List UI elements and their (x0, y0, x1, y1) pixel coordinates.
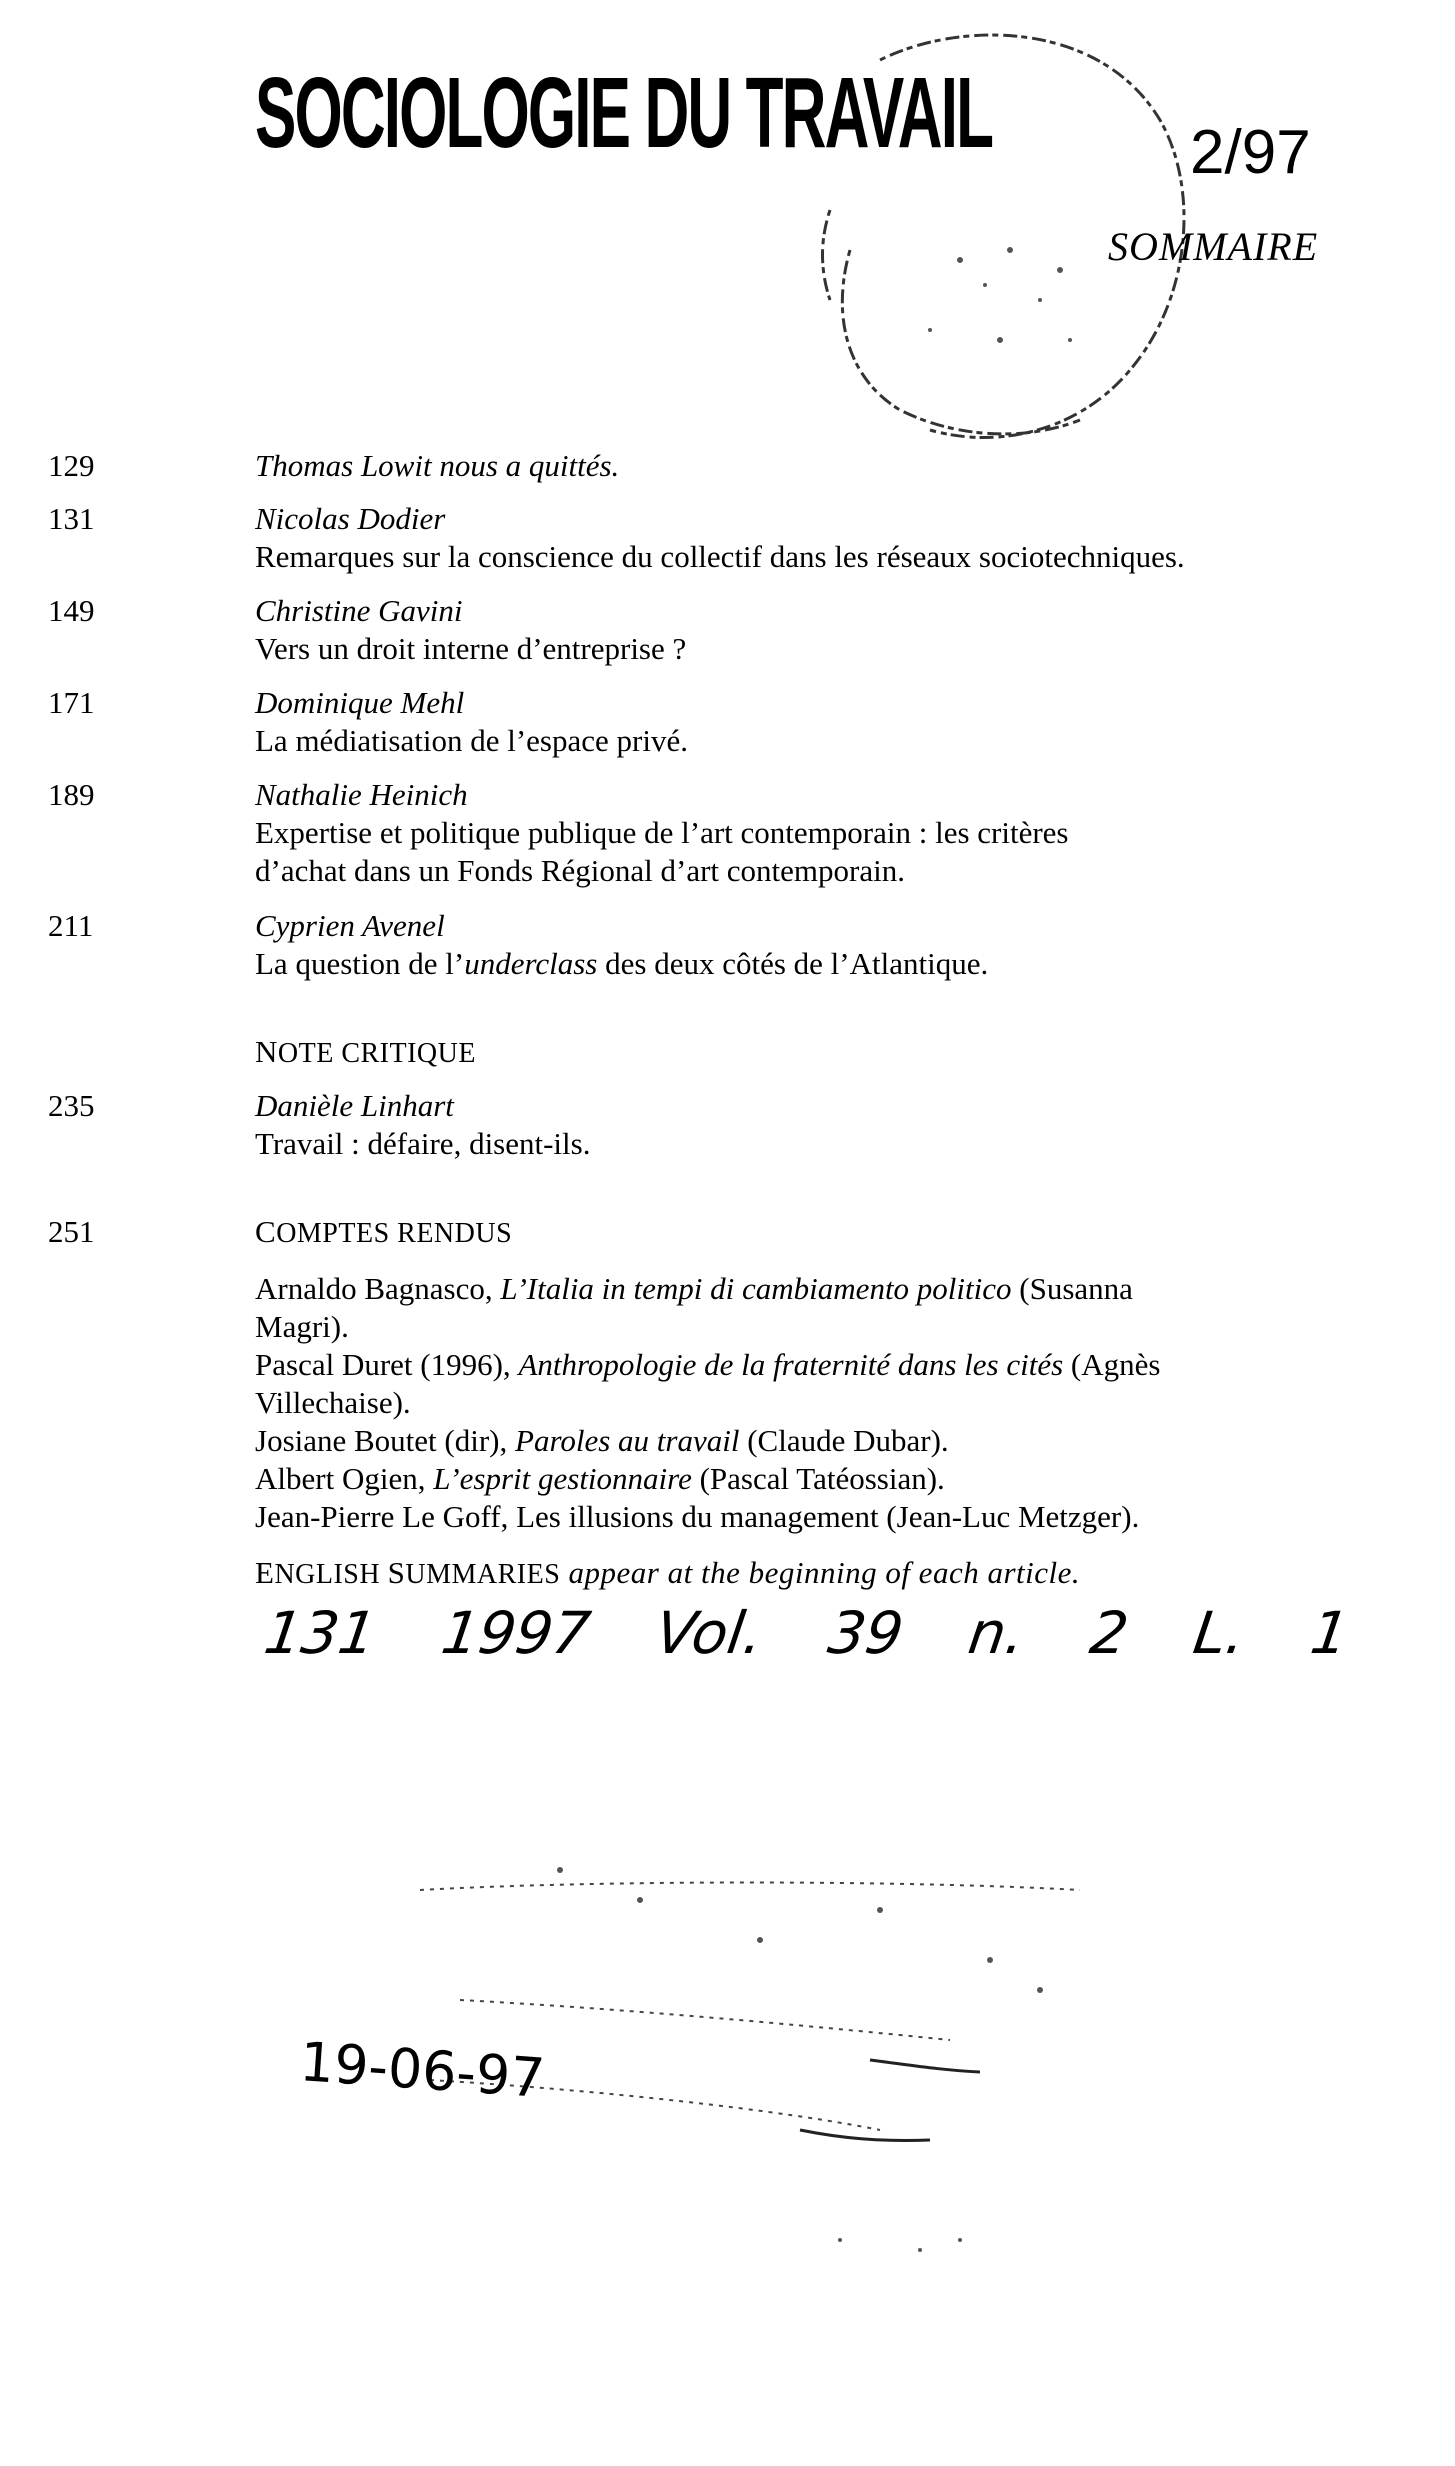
review-entry: Pascal Duret (1996), Anthropologie de la fraternité dans les cités (Agnès (255, 1347, 1161, 1382)
article-title: La question de l’underclass des deux côtés de l’Atlantique. (255, 946, 989, 981)
page-number: 129 (48, 448, 95, 483)
note-critique-heading: NOTE CRITIQUE (255, 1034, 476, 1069)
issue-number: 2/97 (1190, 118, 1311, 187)
article-author: Nathalie Heinich (255, 777, 468, 812)
review-entry: Villechaise). (255, 1385, 411, 1420)
article-title: Vers un droit interne d’entreprise ? (255, 631, 687, 666)
handwritten-library-note: 131 1997 Vol. 39 n. 2 L. 1 (260, 1599, 1354, 1667)
review-entry: Arnaldo Bagnasco, L’Italia in tempi di cambiamento politico (Susanna (255, 1271, 1133, 1306)
review-entry: Josiane Boutet (dir), Paroles au travail (Claude Dubar). (255, 1423, 949, 1458)
page-number: 171 (48, 685, 95, 720)
page-number: 211 (48, 908, 94, 943)
review-entry: Magri). (255, 1309, 349, 1344)
page-number: 149 (48, 593, 95, 628)
toc-entry: Thomas Lowit nous a quittés. (255, 448, 620, 483)
page-number: 235 (48, 1088, 95, 1123)
comptes-rendus-heading: COMPTES RENDUS (255, 1214, 513, 1249)
english-summaries-note: ENGLISH SUMMARIES appear at the beginning of each article. (255, 1555, 1081, 1590)
article-title: La médiatisation de l’espace privé. (255, 723, 688, 758)
journal-title: SOCIOLOGIE DU TRAVAIL (255, 57, 993, 169)
review-entry: Jean-Pierre Le Goff, Les illusions du management (Jean-Luc Metzger). (255, 1499, 1140, 1534)
article-author: Christine Gavini (255, 593, 463, 628)
review-entry: Albert Ogien, L’esprit gestionnaire (Pascal Tatéossian). (255, 1461, 945, 1496)
article-author: Danièle Linhart (255, 1088, 454, 1123)
article-title: Travail : défaire, disent-ils. (255, 1126, 591, 1161)
article-author: Dominique Mehl (255, 685, 465, 720)
received-date-stamp: 19-06-97 (297, 2030, 547, 2111)
article-title: Remarques sur la conscience du collectif dans les réseaux sociotechniques. (255, 539, 1185, 574)
page-number: 251 (48, 1214, 95, 1249)
page-number: 131 (48, 501, 95, 536)
article-author: Cyprien Avenel (255, 908, 445, 943)
sommaire-heading: SOMMAIRE (1108, 224, 1319, 269)
article-title: Expertise et politique publique de l’art contemporain : les critères (255, 815, 1069, 850)
article-author: Nicolas Dodier (255, 501, 446, 536)
article-title: d’achat dans un Fonds Régional d’art contemporain. (255, 853, 905, 888)
page-number: 189 (48, 777, 95, 812)
